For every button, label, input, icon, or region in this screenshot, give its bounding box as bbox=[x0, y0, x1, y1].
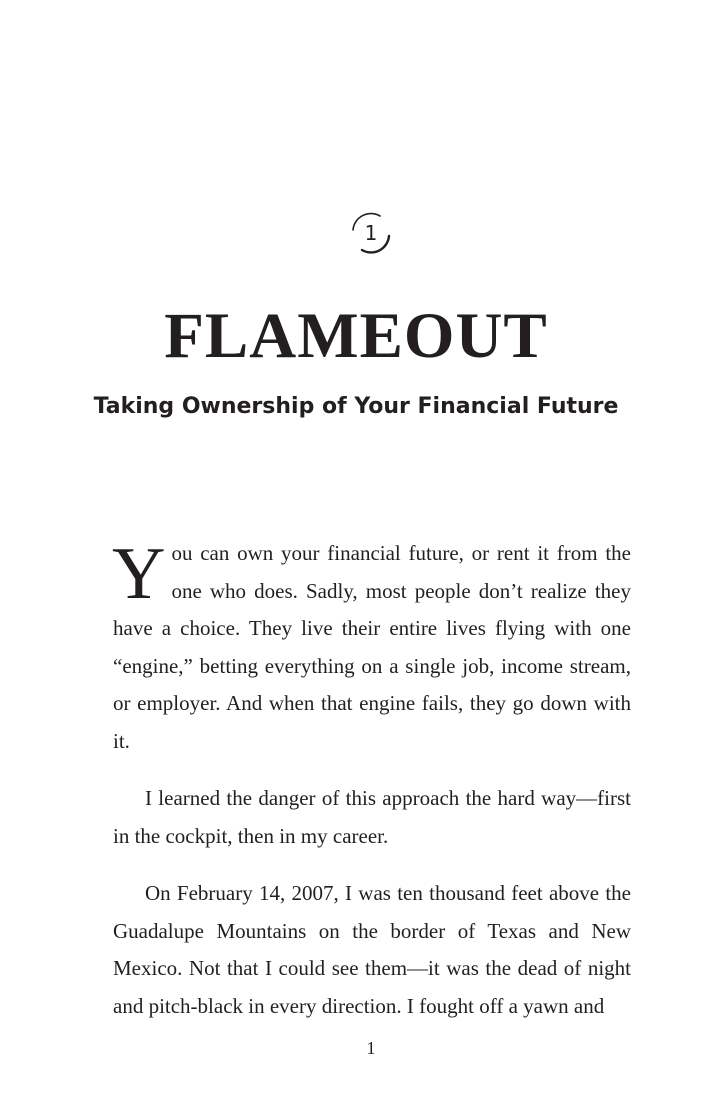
paragraph-2: I learned the danger of this approach the hard way—first in the cockpit, then in my career. bbox=[113, 786, 631, 848]
chapter-subtitle: Taking Ownership of Your Financial Future bbox=[93, 394, 619, 419]
chapter-number: 1 bbox=[364, 221, 378, 245]
drop-cap: Y bbox=[112, 533, 166, 615]
page-number: 1 bbox=[366, 1038, 376, 1058]
paragraph-3: On February 14, 2007, I was ten thousand feet above the Guadalupe Mountains on the border of Texas and New Mexico. Not that I could see them—it was the dead of night and pitch-black in every direction. I fought off a yawn and bbox=[113, 881, 631, 1018]
chapter-body bbox=[113, 535, 631, 1045]
opening-paragraph-text: ou can own your financial future, or rent it from the one who does. Sadly, most people don’t realize they have a choice. They live their entire lives flying with one “engine,” betting everything on a single job, income stream, or employer. And when that engine fails, they go down with it. bbox=[113, 541, 631, 753]
chapter-number-ornament bbox=[346, 208, 396, 258]
chapter-title: FLAMEOUT bbox=[164, 300, 548, 372]
opening-paragraph bbox=[113, 535, 631, 760]
